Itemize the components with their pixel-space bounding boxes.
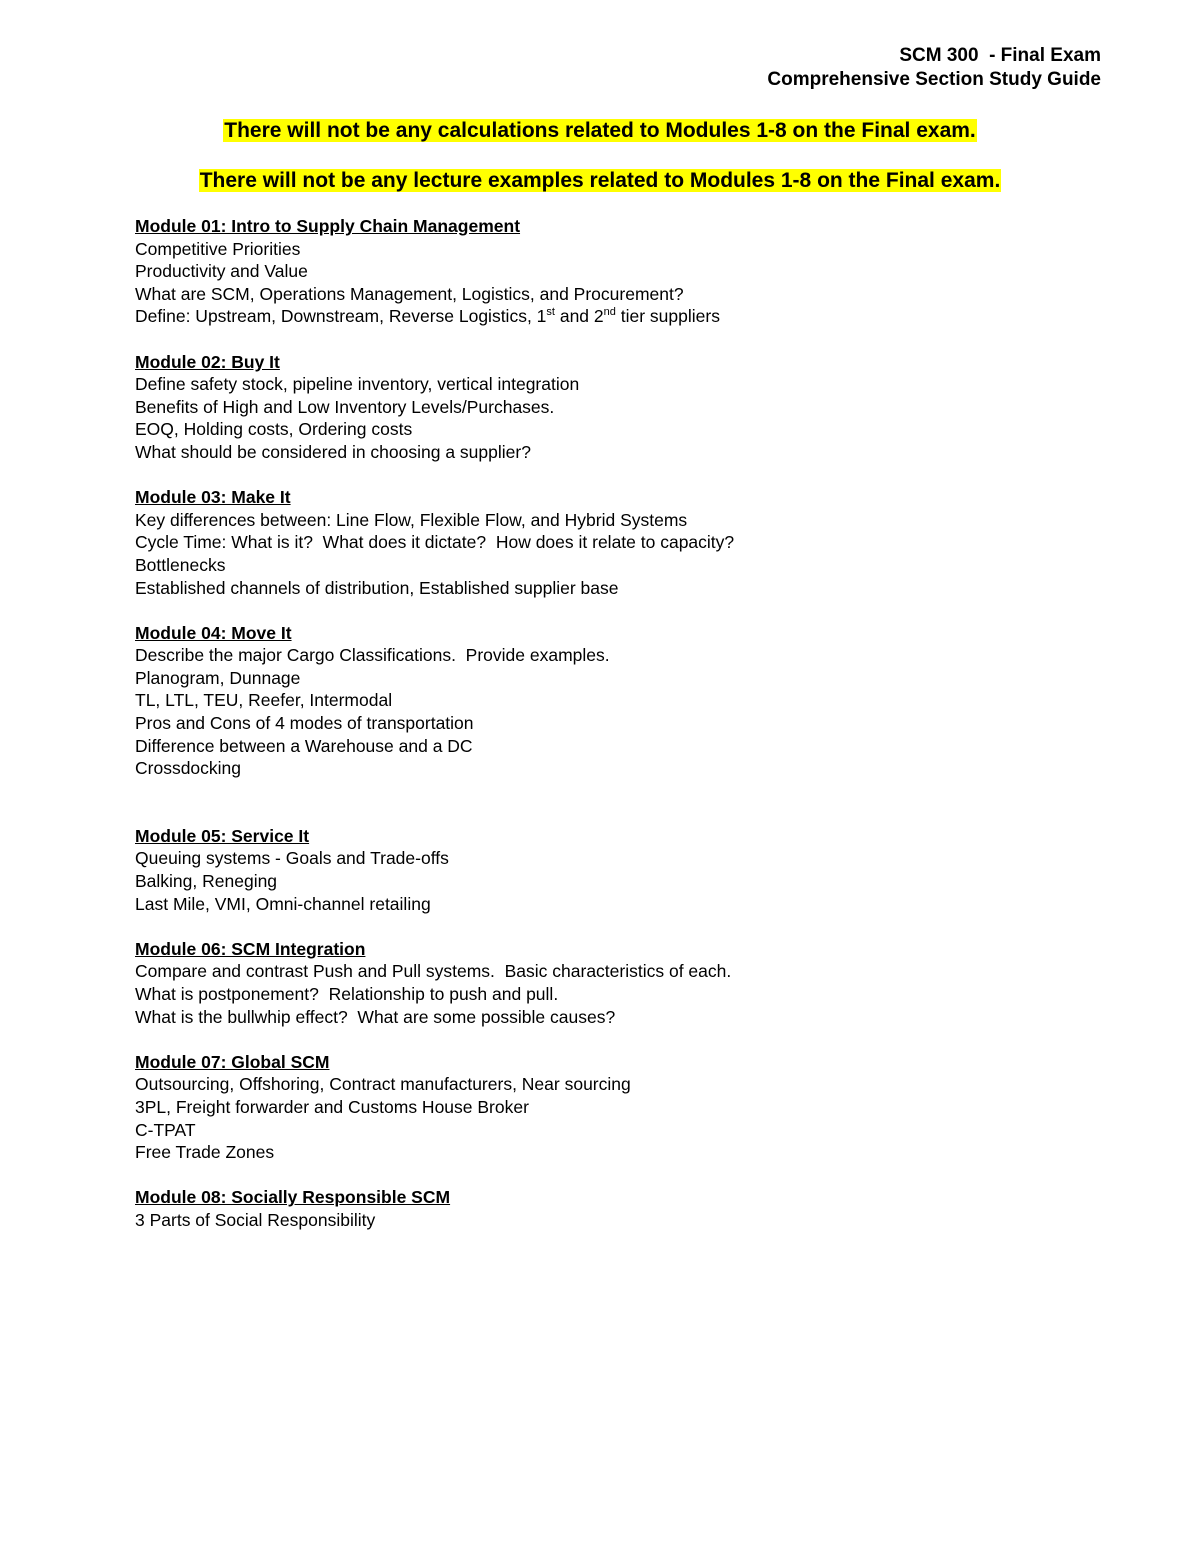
list-item: Productivity and Value: [135, 261, 308, 282]
list-item: Crossdocking: [135, 758, 242, 779]
list-item: Queuing systems - Goals and Trade-offs: [135, 848, 449, 869]
list-item: Established channels of distribution, Established supplier base: [135, 577, 619, 598]
document-header: [767, 44, 1101, 92]
list-item: [135, 305, 1095, 328]
superscript: st: [546, 306, 555, 319]
list-item: Competitive Priorities: [135, 238, 301, 259]
module-title: Module 06: SCM Integration: [135, 938, 366, 959]
list-item: Compare and contrast Push and Pull systems. Basic characteristics of each.: [135, 961, 732, 982]
module-title: Module 01: Intro to Supply Chain Management: [135, 216, 521, 236]
module-title: Module 03: Make It: [135, 487, 291, 508]
module-section: [135, 486, 1095, 599]
list-item: What should be considered in choosing a supplier?: [135, 441, 531, 462]
list-item: TL, LTL, TEU, Reefer, Intermodal: [135, 690, 393, 711]
course-title: SCM 300 - Final Exam: [899, 45, 1101, 66]
module-section: [135, 215, 1095, 328]
notice-text: There will not be any calculations related to Modules 1-8 on the Final exam.: [224, 119, 976, 142]
module-title: Module 07: Global SCM: [135, 1051, 330, 1072]
list-item: Difference between a Warehouse and a DC: [135, 735, 473, 756]
list-item: Last Mile, VMI, Omni-channel retailing: [135, 893, 431, 914]
list-item: Describe the major Cargo Classifications. Provide examples.: [135, 645, 610, 666]
superscript: nd: [603, 306, 616, 319]
module-title: Module 08: Socially Responsible SCM: [135, 1187, 451, 1208]
list-item: Pros and Cons of 4 modes of transportation: [135, 713, 474, 734]
item-text: Define: Upstream, Downstream, Reverse Logistics, 1: [135, 306, 547, 327]
list-item: Free Trade Zones: [135, 1142, 275, 1163]
list-item: Balking, Reneging: [135, 871, 278, 892]
list-item: What is the bullwhip effect? What are some possible causes?: [135, 1006, 616, 1027]
list-item: Key differences between: Line Flow, Flexible Flow, and Hybrid Systems: [135, 509, 688, 530]
module-title: Module 04: Move It: [135, 622, 292, 643]
module-section: [135, 938, 1095, 1028]
list-item: Cycle Time: What is it? What does it dictate? How does it relate to capacity?: [135, 532, 735, 553]
list-item: 3PL, Freight forwarder and Customs House Broker: [135, 1096, 529, 1117]
highlighted-notice: [0, 117, 1200, 145]
list-item: Outsourcing, Offshoring, Contract manufacturers, Near sourcing: [135, 1074, 631, 1095]
module-list: [135, 215, 1095, 1232]
highlighted-notice: [0, 167, 1200, 195]
list-item: C-TPAT: [135, 1119, 196, 1140]
list-item: What is postponement? Relationship to push and pull.: [135, 984, 559, 1004]
notice-text: There will not be any lecture examples related to Modules 1-8 on the Final exam.: [199, 169, 1001, 192]
list-item: Define safety stock, pipeline inventory, vertical integration: [135, 374, 580, 395]
item-text: and 2: [554, 306, 604, 327]
module-title: Module 05: Service It: [135, 825, 310, 846]
module-title: Module 02: Buy It: [135, 351, 280, 372]
list-item: What are SCM, Operations Management, Logistics, and Procurement?: [135, 283, 684, 304]
module-section: [135, 1051, 1095, 1164]
item-text: tier suppliers: [615, 306, 720, 327]
module-section: [135, 825, 1095, 915]
list-item: Planogram, Dunnage: [135, 667, 301, 688]
list-item: 3 Parts of Social Responsibility: [135, 1209, 376, 1230]
guide-title: Comprehensive Section Study Guide: [767, 69, 1101, 90]
module-section: [135, 351, 1095, 464]
list-item: Bottlenecks: [135, 554, 226, 575]
module-section: [135, 1186, 1095, 1231]
list-item: Benefits of High and Low Inventory Levels/Purchases.: [135, 396, 555, 417]
module-section: [135, 622, 1095, 780]
list-item: EOQ, Holding costs, Ordering costs: [135, 419, 413, 440]
